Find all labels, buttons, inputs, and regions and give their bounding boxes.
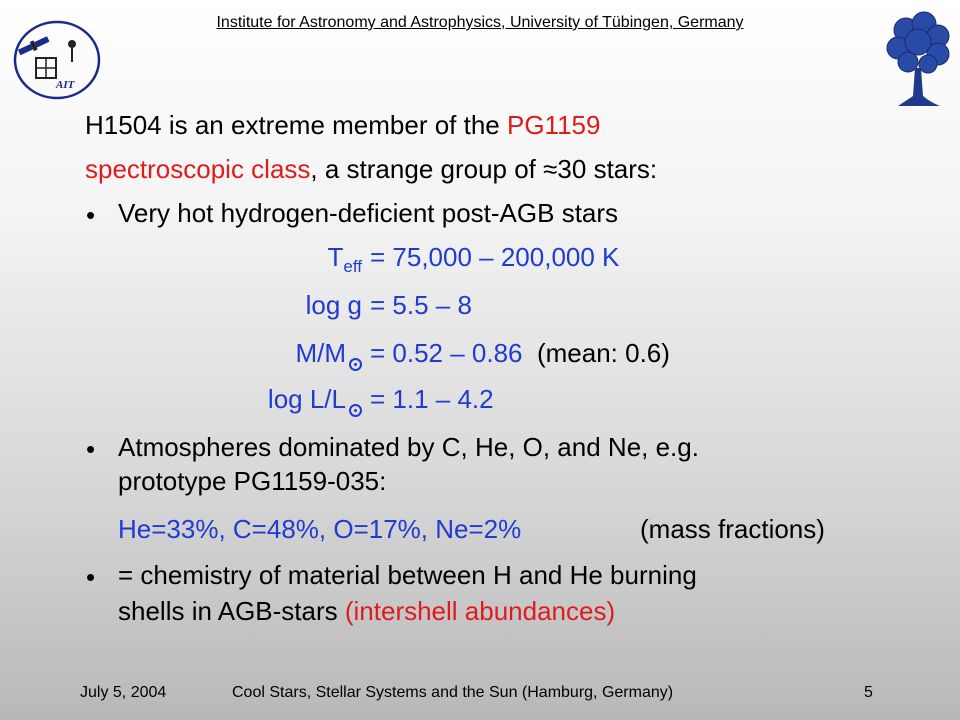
bullet-2-line-2: prototype PG1159-035:	[118, 466, 387, 496]
sun-symbol-icon	[349, 404, 362, 417]
footer-conference: Cool Stars, Stellar Systems and the Sun (Hamburg, Germany)	[232, 684, 674, 701]
bullet-marker-1: •	[86, 200, 96, 230]
institute-header-link[interactable]: Institute for Astronomy and Astrophysics, University of Tübingen, Germany	[216, 14, 744, 31]
bullet-1-text: Very hot hydrogen-deficient post-AGB stars	[118, 198, 619, 228]
param-lum-value: = 1.1 – 4.2	[370, 384, 494, 414]
bullet-3-line-1: = chemistry of material between H and He burning	[118, 560, 697, 590]
intershell-highlight: (intershell abundances)	[344, 596, 616, 626]
abundance-values: He=33%, C=48%, O=17%, Ne=2%	[118, 514, 522, 544]
param-lum-label: log L/L	[0, 386, 362, 412]
ait-logo	[10, 10, 104, 109]
param-teff-value: = 75,000 – 200,000 K	[370, 242, 620, 272]
ait-logo-text: AIT	[56, 79, 75, 91]
pg1159-highlight: PG1159	[506, 110, 601, 140]
sun-symbol-icon	[349, 358, 362, 371]
abundance-note: (mass fractions)	[640, 514, 825, 544]
param-logg-value: = 5.5 – 8	[370, 290, 472, 320]
param-logg-label: log g	[305, 290, 362, 320]
intro-line-2: spectroscopic class, a strange group of ≈30 stars:	[85, 154, 658, 184]
param-mass-value: = 0.52 – 0.86 (mean: 0.6)	[370, 338, 670, 368]
footer-date: July 5, 2004	[80, 684, 167, 701]
footer-page-number: 5	[864, 684, 873, 701]
spectroscopic-class-highlight: spectroscopic class	[85, 154, 311, 184]
param-mass-note: (mean: 0.6)	[536, 338, 670, 368]
tree-logo	[884, 10, 954, 115]
bullet-3-line-2: shells in AGB-stars (intershell abundances)	[118, 596, 616, 626]
param-teff-label: $T_{eff}$	[327, 242, 362, 276]
bullet-2-line-1: Atmospheres dominated by C, He, O, and Ne, e.g.	[118, 432, 699, 462]
bullet-marker-2: •	[86, 434, 96, 464]
intro-line-1: H1504 is an extreme member of the PG1159	[85, 110, 601, 140]
bullet-marker-3: •	[86, 562, 96, 592]
param-mass-label: M/M	[0, 340, 362, 366]
